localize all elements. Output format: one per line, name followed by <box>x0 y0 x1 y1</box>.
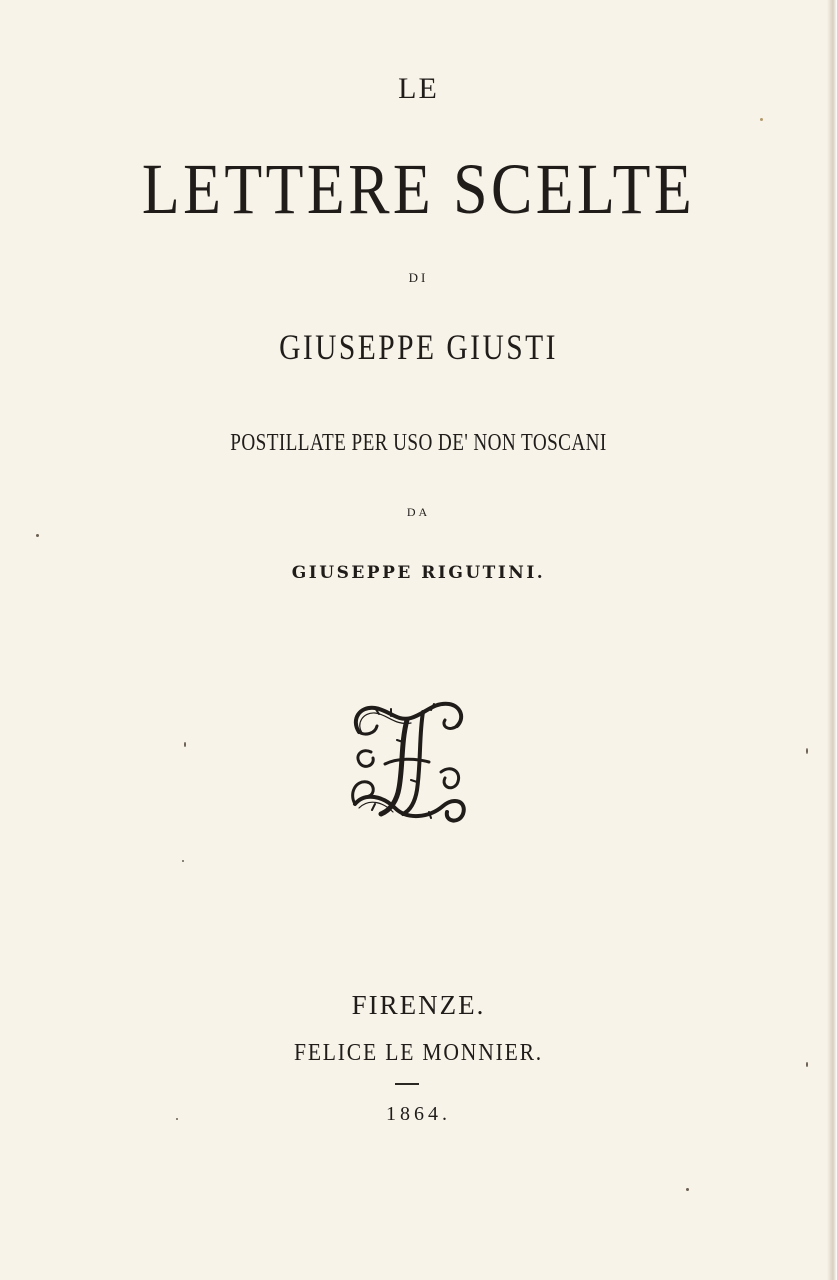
page-edge <box>827 0 837 1280</box>
imprint-city: FIRENZE. <box>351 990 486 1020</box>
paper-speck <box>806 1062 808 1067</box>
author-name: GIUSEPPE GIUSTI <box>279 327 558 367</box>
title-preposition-di: DI <box>408 270 429 285</box>
title-article: LE <box>398 72 439 105</box>
fl-monogram-icon <box>345 692 469 828</box>
paper-speck <box>176 1118 178 1120</box>
paper-speck <box>686 1188 689 1191</box>
paper-speck <box>184 742 186 747</box>
paper-speck <box>182 860 184 862</box>
editor-name: GIUSEPPE RIGUTINI. <box>291 563 546 583</box>
imprint-year: 1864. <box>386 1103 451 1125</box>
imprint-publisher: FELICE LE MONNIER. <box>294 1040 543 1066</box>
subtitle: POSTILLATE PER USO DE' NON TOSCANI <box>230 430 607 456</box>
paper-speck <box>36 534 39 537</box>
imprint-divider <box>395 1083 419 1085</box>
title-preposition-da: DA <box>406 505 431 519</box>
paper-speck <box>760 118 763 121</box>
book-title: LETTERE SCELTE <box>141 149 696 229</box>
paper-speck <box>806 748 808 754</box>
